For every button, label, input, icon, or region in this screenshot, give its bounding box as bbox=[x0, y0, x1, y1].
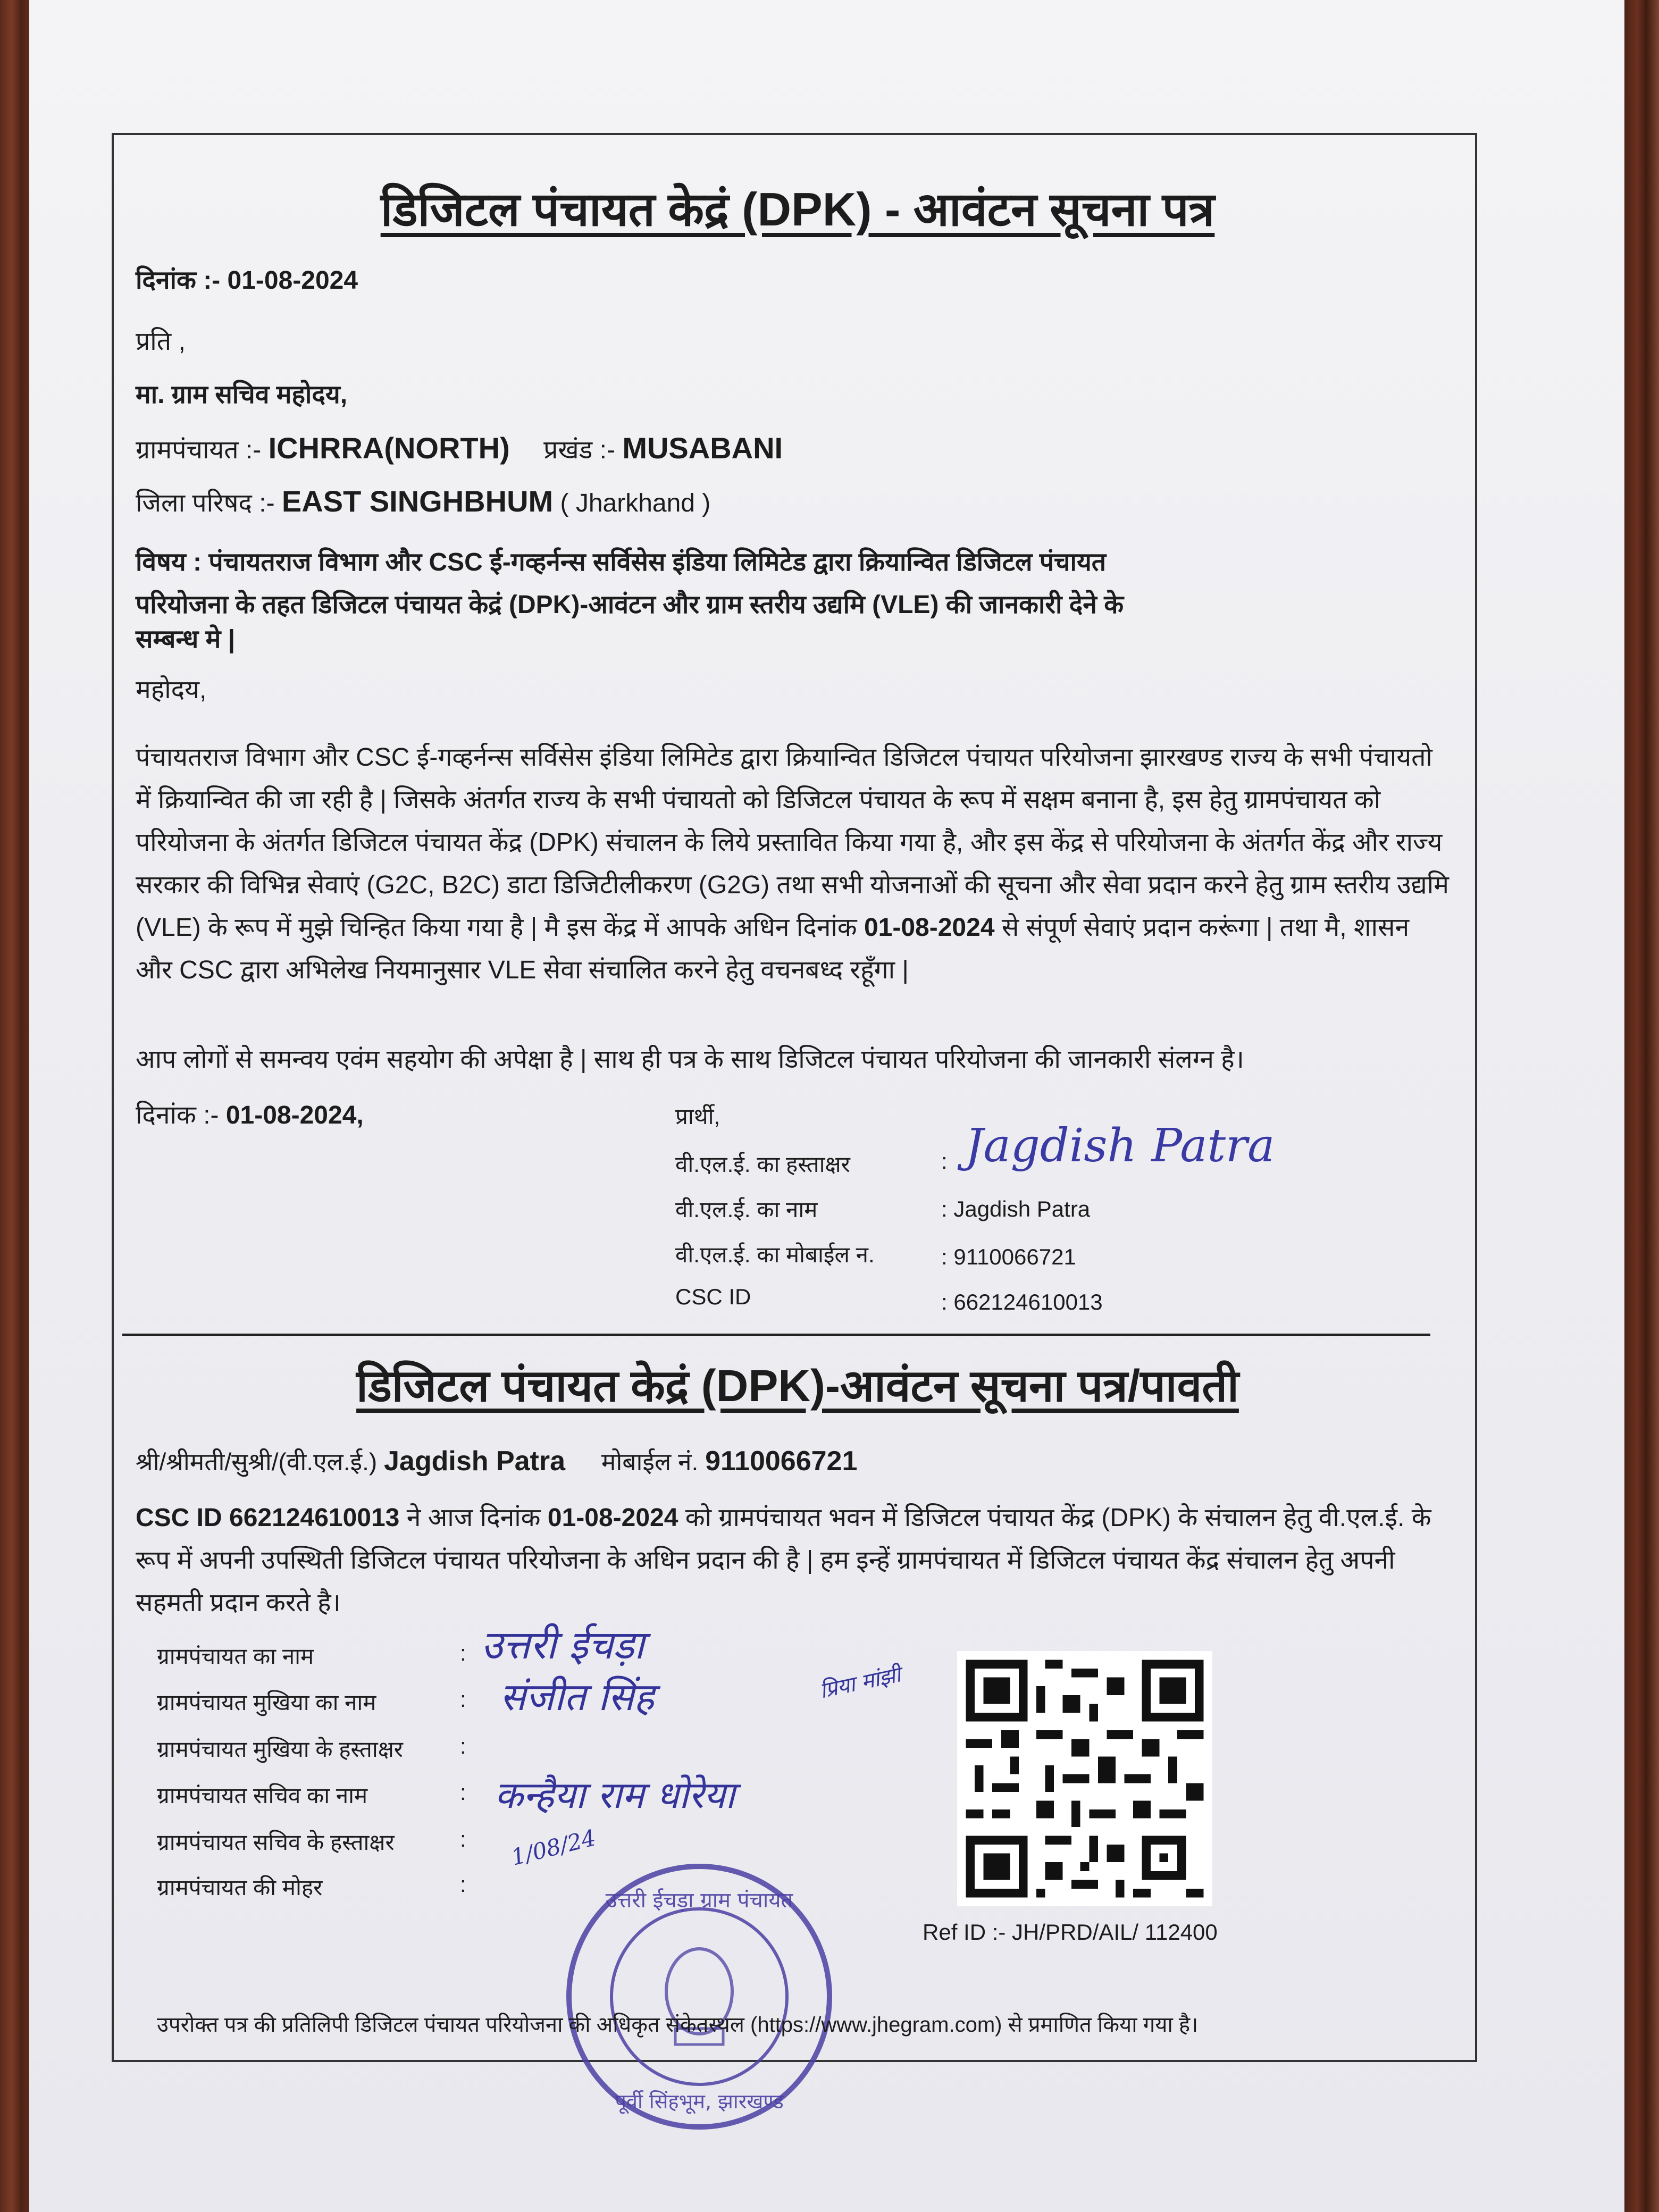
field-sachiv-sign: ग्रामपंचायत सचिव के हस्ताक्षर bbox=[157, 1830, 395, 1855]
receipt-csc-id: CSC ID 662124610013 bbox=[136, 1504, 400, 1532]
colon: : bbox=[460, 1826, 466, 1851]
colon: : bbox=[941, 1149, 948, 1174]
receipt-paragraph bbox=[136, 1497, 1449, 1624]
seal-top-text: उत्तरी ईचड़ा ग्राम पंचायत bbox=[605, 1888, 793, 1913]
field-gp-name: ग्रामपंचायत का नाम bbox=[157, 1644, 314, 1669]
date2-label: दिनांक :- bbox=[136, 1101, 226, 1129]
receipt-text-2: को ग्रामपंचायत भवन में डिजिटल पंचायत केंद्र (DPK) के संचालन हेतु वी.एल.ई. के रूप में अपनी उपस्थिती डिजिटल पंचायत परियोजना के अधिन प्रदान की है | हम इन्हें ग्रामपंचायत में डिजिटल पंचायत केंद्र संचालन हेतु अपनी सहमती प्रदान करते है। bbox=[136, 1504, 1431, 1617]
colon: : bbox=[460, 1733, 466, 1758]
mobile-label: मोबाईल नं. bbox=[601, 1448, 706, 1476]
vle-mobile-label: वी.एल.ई. का मोबाईल न. bbox=[675, 1242, 875, 1267]
block-label: प्रखंड :- bbox=[543, 436, 623, 464]
panchayat-seal bbox=[561, 1858, 837, 2135]
csc-id-value: : 662124610013 bbox=[941, 1289, 1103, 1314]
district-label: जिला परिषद :- bbox=[136, 489, 282, 517]
district-value: EAST SINGHBHUM bbox=[281, 484, 554, 518]
letter-title: डिजिटल पंचायत केद्रं (DPK) - आवंटन सूचना पत्र bbox=[380, 183, 1215, 236]
field-sachiv-name: ग्रामपंचायत सचिव का नाम bbox=[157, 1783, 368, 1808]
field-mukhiya-sign: ग्रामपंचायत मुखिया के हस्ताक्षर bbox=[157, 1737, 403, 1762]
gp-label: ग्रामपंचायत :- bbox=[136, 436, 269, 464]
gp-block-line bbox=[136, 431, 783, 468]
handwritten-gp-name: उत्तरी ईचड़ा bbox=[481, 1622, 644, 1668]
vle-sign-label: वी.एल.ई. का हस्ताक्षर bbox=[675, 1152, 850, 1177]
seal-bottom-text: पूर्वी सिंहभूम, झारखण्ड bbox=[615, 2090, 784, 2113]
colon: : bbox=[460, 1687, 466, 1712]
gp-value: ICHRRA(NORTH) bbox=[268, 431, 510, 465]
letter-border bbox=[112, 133, 1477, 2062]
ref-id: Ref ID :- JH/PRD/AIL/ 112400 bbox=[923, 1920, 1218, 1945]
colon: : bbox=[460, 1872, 466, 1897]
handwritten-sachiv-name: कन्हैया राम धोरेया bbox=[495, 1773, 735, 1817]
to-line: प्रति , bbox=[136, 328, 186, 356]
handwritten-mukhiya-name: संजीत सिंह bbox=[500, 1674, 655, 1719]
vle-signature: Jagdish Patra bbox=[965, 1119, 1275, 1172]
subject-line-2: परियोजना के तहत डिजिटल पंचायत केद्रं (DPK)-आवंटन और ग्राम स्तरीय उद्यमि (VLE) की जानकारी देने के bbox=[136, 591, 1124, 619]
receipt-text-1: ने आज दिनांक bbox=[399, 1504, 548, 1532]
section-divider bbox=[122, 1334, 1430, 1336]
district-line bbox=[136, 484, 710, 521]
date-line: दिनांक :- 01-08-2024 bbox=[136, 266, 358, 295]
subject-line-1: विषय : पंचायतराज विभाग और CSC ई-गव्हर्नन्स सर्विसेस इंडिया लिमिटेड द्वारा क्रियान्वित डिजिटल पंचायत bbox=[136, 548, 1107, 576]
colon: : bbox=[460, 1640, 466, 1665]
vle-info-line bbox=[136, 1444, 857, 1479]
field-seal: ग्रामपंचायत की मोहर bbox=[157, 1875, 323, 1900]
colon: : bbox=[460, 1780, 466, 1805]
closing-line: आप लोगों से समन्वय एवंम सहयोग की अपेक्षा है | साथ ही पत्र के साथ डिजिटल पंचायत परियोजना की जानकारी संलग्न है। bbox=[136, 1045, 1244, 1074]
state-value: ( Jharkhand ) bbox=[553, 489, 711, 517]
body-text-2: से संपूर्ण सेवाएं प्रदान करूंगा | तथा मै, शासन और CSC द्वारा अभिलेख नियमानुसार VLE सेवा संचालित करने हेतु वचनबध्द रहूँगा | bbox=[136, 914, 1410, 984]
receipt-title: डिजिटल पंचायत केद्रं (DPK)-आवंटन सूचना पत्र/पावती bbox=[356, 1361, 1239, 1411]
date2-line bbox=[136, 1098, 364, 1133]
mobile-value: 9110066721 bbox=[705, 1446, 858, 1477]
body-date: 01-08-2024 bbox=[864, 914, 995, 942]
vle-name: Jagdish Patra bbox=[384, 1446, 566, 1477]
qr-code-graphic bbox=[957, 1651, 1212, 1906]
receipt-date: 01-08-2024 bbox=[547, 1504, 678, 1532]
footer-note: उपरोक्त पत्र की प्रतिलिपी डिजिटल पंचायत परियोजना की अधिकृत संकेतस्थल (https://www.jhegram.com) से प्रमाणित किया गया है। bbox=[157, 2013, 1199, 2037]
vle-name-value: : Jagdish Patra bbox=[941, 1196, 1091, 1221]
seal-graphic bbox=[561, 1858, 837, 2135]
vle-mobile-value: : 9110066721 bbox=[941, 1244, 1076, 1269]
sachiv-signature: 1/08/24 bbox=[508, 1824, 599, 1871]
addressee: मा. ग्राम सचिव महोदय, bbox=[136, 381, 348, 409]
salutation: महोदय, bbox=[136, 676, 207, 704]
field-mukhiya-name: ग्रामपंचायत मुखिया का नाम bbox=[157, 1690, 376, 1715]
mukhiya-signature: प्रिया मांझी bbox=[817, 1662, 903, 1704]
applicant-label: प्रार्थी, bbox=[675, 1104, 720, 1129]
body-paragraph bbox=[136, 736, 1449, 992]
vle-name-label: वी.एल.ई. का नाम bbox=[675, 1197, 818, 1222]
body-text-1: पंचायतराज विभाग और CSC ई-गव्हर्नन्स सर्विसेस इंडिया लिमिटेड द्वारा क्रियान्वित डिजिटल पंचायत परियोजना झारखण्ड राज्य के सभी पंचायतो में क्रियान्वित की जा रही है | जिसके अंतर्गत राज्य के सभी पंचायतो को डिजिटल पंचायत के रूप में सक्षम बनाना है, इस हेतु ग्रामपंचायत को परियोजना के अंतर्गत डिजिटल पंचायत केंद्र (DPK) संचालन के लिये प्रस्तावित किया गया है, और इस केंद्र से परियोजना के अंतर्गत केंद्र और राज्य सरकार की विभिन्न सेवाएं (G2C, B2C) डाटा डिजिटीलीकरण (G2G) तथा सभी योजनाओं की सूचना और सेवा प्रदान करने हेतु ग्राम स्तरीय उद्यमि (VLE) के रूप में मुझे चिन्हित किया गया है | मै इस केंद्र में आपके अधिन दिनांक bbox=[136, 743, 1449, 942]
block-value: MUSABANI bbox=[622, 431, 783, 465]
qr-code bbox=[957, 1651, 1212, 1906]
subject-line-3: सम्बन्ध मे | bbox=[136, 625, 236, 653]
vle-prefix: श्री/श्रीमती/सुश्री/(वी.एल.ई.) bbox=[136, 1448, 384, 1476]
date2-value: 01-08-2024, bbox=[225, 1101, 364, 1129]
csc-id-label: CSC ID bbox=[675, 1284, 751, 1309]
